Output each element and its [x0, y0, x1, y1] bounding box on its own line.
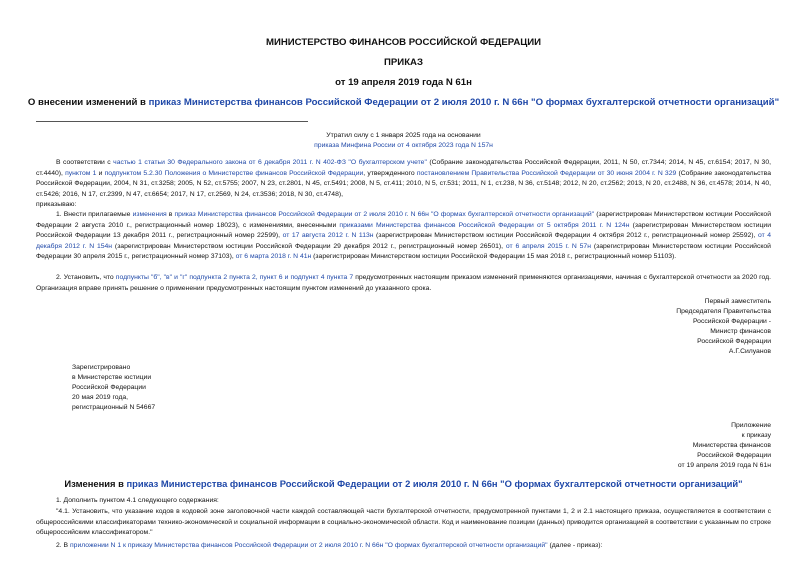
change-1-quote: "4.1. Установить, что указание кодов в кодовой зоне заголовочной части каждой составляющей части бухгалтерской отчетности, предусмотренной пунктами 1, 2 и 2.1 настоящего приказа, осуществляется в соответствии с общероссийскими классификаторами технико-экономической и социальной информации в социально-экономической области. Код и наименование позиции (данных) приводится организацией в соответствии с указанным по строке общероссийским классификатором." — [36, 508, 771, 536]
regulation-point-link[interactable]: пунктом 1 — [65, 169, 97, 177]
ministry-heading: МИНИСТЕРСТВО ФИНАНСОВ РОССИЙСКОЙ ФЕДЕРАЦИИ — [265, 37, 542, 48]
change-1-intro: 1. Дополнить пунктом 4.1 следующего содержания: — [56, 497, 219, 504]
order-57n-link[interactable]: от 6 апреля 2015 г. N 57н — [505, 242, 591, 250]
preamble-paragraph: В соответствии с частью 1 статьи 30 Федерального закона от 6 декабря 2011 г. N 402-ФЗ "О бухгалтерском учете" (Собрание законодательства Российской Федерации, 2011, N 50, ст.7344; 2014, N 45, ст.6154; 2017, N 30, ст.4440), пунктом 1 и подпунктом 5.2.30 Положения о Министерстве финансов Российской Федерации, утвержденного постановлением Правительства Российской Федерации от 30 июня 2004 г. N 329 (Собрание законодательства Российской Федерации, 2004, N 31, ст.3258; 2005, N 52, ст.5755; 2007, N 23, ст.2801, N 45, ст.5491; 2008, N 5, ст.411; 2010, N 5, ст.531; 2011, N 1, ст.238, N 36, ст.5148; 2012, N 20, ст.2562; 2013, N 20, ст.2488, N 36, ст.4578; 2014, N 40, ст.5426; 2016, N 17, ст.2399, N 47, ст.6654; 2017, N 17, ст.2569, N 24, ст.3536; 2018, N 30, ст.4748), приказываю: — [36, 159, 771, 208]
order-113n-link[interactable]: от 17 августа 2012 г. N 113н — [282, 232, 374, 239]
order-124n-link[interactable]: приказами Министерства финансов Российской Федерации от 5 октября 2011 г. N 124н — [339, 221, 630, 229]
order-41n-link[interactable]: от 6 марта 2018 г. N 41н — [235, 253, 312, 260]
appendix-1-link[interactable]: приложении N 1 к приказу Министерства финансов Российской Федерации от 2 июля 2010 г. N 66н "О формах бухгалтерской отчетности организаций" — [69, 542, 548, 549]
status-note-link[interactable]: приказа Минфина России от 4 октября 2023 года N 157н — [314, 142, 493, 149]
changes-title-link[interactable]: приказ Министерства финансов Российской Федерации от 2 июля 2010 г. N 66н "О формах бухгалтерской отчетности организаций" — [126, 478, 743, 489]
order-title: О внесении изменений в приказ Министерства финансов Российской Федерации от 2 июля 2010 г. N 66н "О формах бухгалтерской отчетности организаций" — [27, 97, 780, 108]
government-decree-link[interactable]: постановлением Правительства Российской Федерации от 30 июня 2004 г. N 329 — [416, 169, 677, 177]
changes-title: Изменения в приказ Министерства финансов Российской Федерации от 2 июля 2010 г. N 66н "О формах бухгалтерской отчетности организаций" — [64, 478, 743, 489]
separator-line — [36, 121, 308, 122]
order-heading: ПРИКАЗ — [384, 57, 423, 68]
changes-link[interactable]: изменения — [132, 211, 167, 218]
subpoints-link[interactable]: подпункты "б", "в" и "г" подпункта 2 пункта 2, пункт 6 и подпункт 4 пункта 7 — [115, 274, 354, 281]
status-note: Утратил силу с 1 января 2025 года на основании — [326, 132, 481, 139]
order-66n-link[interactable]: приказ Министерства финансов Российской Федерации от 2 июля 2010 г. N 66н "О формах бухгалтерской отчетности организаций" — [174, 211, 595, 218]
order-154n-link[interactable]: от 4 декабря 2012 г. N 154н — [36, 232, 771, 250]
regulation-subpoint-link[interactable]: подпунктом 5.2.30 Положения о Министерстве финансов Российской Федерации — [104, 169, 364, 177]
order-word: приказываю: — [36, 201, 77, 208]
document-page: МИНИСТЕРСТВО ФИНАНСОВ РОССИЙСКОЙ ФЕДЕРАЦИИ ПРИКАЗ от 19 апреля 2019 года N 61н О внесении изменений в приказ Министерства финансов Российской Федерации от 2 июля 2010 г. N 66н "О формах бухгалтерской отчетности организаций" Утратил силу с 1 января 2025 года на основании приказа Минфина России от 4 октября 2023 года N 157н В соответствии с частью 1 статьи 30 Федерального закона от 6 декабря 2011 г. N 402-ФЗ "О бухгалтерском учете" (Собрание законодательства Российской Федерации, 2011, N 50, ст.7344; 2014, N 45, ст.6154; 2017, N 30, ст.4440), пунктом 1 и подпунктом 5.2.30 Положения о Министерстве финансов Российской Федерации, утвержденного постановлением Правительства Российской Федерации от 30 июня 2004 г. N 329 (Собрание законодательства Российской Федерации, 2004, N 31, ст.3258; 2005, N 52, ст.5755; 2007, N 23, ст.2801, N 45, ст.5491; 2008, N 5, ст.411; 2010, N 5, ст.531; 2011, N 1, ст.238, N 36, ст.5148; 2012, N 20, ст.2562; 2013, N 20, ст.2488, N 36, ст.4578; 2014, N 40, ст.5426; 2016, N 17, ст.2399, N 47, ст.6654; 2017, N 17, ст.2569, N 24, ст.3536; 2018, N 30, ст.4748), приказываю: 1. Внести прилагаемые изменения в приказ Министерства финансов Российской Федерации от 2 июля 2010 г. N 66н "О формах бухгалтерской отчетности организаций" (зарегистрирован Министерством юстиции Российской Федерации 2 августа 2010 г., регистрационный номер 18023), с изменениями, внесенными приказами Министерства финансов Российской Федерации от 5 октября 2011 г. N 124н (зарегистрирован Министерством юстиции Российской Федерации 13 декабря 2011 г., регистрационный номер 22599), от 17 августа 2012 г. N 113н (зарегистрирован Министерством юстиции Российской Федерации 4 октября 2012 г., регистрационный номер 25592), от 4 декабря 2012 г. N 154н (зарегистрирован Министерством юстиции Российской Федерации 29 декабря 2012 г., регистрационный номер 26501), от 6 апреля 2015 г. N 57н (зарегистрирован Министерством юстиции Российской Федерации 30 апреля 2015 г., регистрационный номер 37103), от 6 марта 2018 г. N 41н (зарегистрирован Министерством юстиции Российской Федерации 15 мая 2018 г., регистрационный номер 51103). 2. Установить, что подпункты "б", "в" и "г" подпункта 2 пункта 2, пункт 6 и подпункт 4 пункта 7 предусмотренных настоящим приказом изменений применяются организациями, начиная с бухгалтерской отчетности за 2020 год. Организация вправе принять решение о применении предусмотренных настоящим пунктом изменений до указанного срока. Первый заместитель Председателя Правительства Российской Федерации - Министр финансов Российской Федерации А.Г.Силуанов Зарегистрировано в Министерстве юстиции Российской Федерации 20 мая 2019 года, регистрационный N 54667 Приложение к приказу Министерства финансов Российской Федерации от 19 апреля 2019 года N 61н Изменения в приказ Министерства финансов Российской Федерации от 2 июля 2010 г. N 66н "О формах бухгалтерской отчетности организаций" 1. Дополнить пунктом 4.1 следующего содержания: "4.1. Установить, что указание кодов в кодовой зоне заголовочной части каждой составляющей части бухгалтерской отчетности, предусмотренной пунктами 1, 2 и 2.1 настоящего приказа, осуществляется в соответствии с общероссийскими классификаторами технико-экономической и социальной информации в социально-экономической области. Код и наименование позиции (данных) приводится организацией в соответствии с указанным по строке общероссийским классификатором." 2. В приложении N 1 к приказу Министерства финансов Российской Федерации от 2 июля 2010 г. N 66н "О формах бухгалтерской отчетности организаций" (далее - приказ): — [0, 0, 807, 571]
title-order-link[interactable]: приказ Министерства финансов Российской Федерации от 2 июля 2010 г. N 66н "О формах бухгалтерской отчетности организаций" — [148, 97, 780, 108]
order-date-number: от 19 апреля 2019 года N 61н — [335, 77, 472, 88]
change-2-paragraph: 2. В приложении N 1 к приказу Министерства финансов Российской Федерации от 2 июля 2010 г. N 66н "О формах бухгалтерской отчетности организаций" (далее - приказ): — [56, 542, 603, 549]
item-1-paragraph: 1. Внести прилагаемые изменения в приказ Министерства финансов Российской Федерации от 2 июля 2010 г. N 66н "О формах бухгалтерской отчетности организаций" (зарегистрирован Министерством юстиции Российской Федерации 2 августа 2010 г., регистрационный номер 18023), с изменениями, внесенными приказами Министерства финансов Российской Федерации от 5 октября 2011 г. N 124н (зарегистрирован Министерством юстиции Российской Федерации 13 декабря 2011 г., регистрационный номер 22599), от 17 августа 2012 г. N 113н (зарегистрирован Министерством юстиции Российской Федерации 4 октября 2012 г., регистрационный номер 25592), от 4 декабря 2012 г. N 154н (зарегистрирован Министерством юстиции Российской Федерации 29 декабря 2012 г., регистрационный номер 26501), от 6 апреля 2015 г. N 57н (зарегистрирован Министерством юстиции Российской Федерации 30 апреля 2015 г., регистрационный номер 37103), от 6 марта 2018 г. N 41н (зарегистрирован Министерством юстиции Российской Федерации 15 мая 2018 г., регистрационный номер 51103). — [36, 211, 771, 260]
item-2-paragraph: 2. Установить, что подпункты "б", "в" и "г" подпункта 2 пункта 2, пункт 6 и подпункт 4 пункта 7 предусмотренных настоящим приказом изменений применяются организациями, начиная с бухгалтерской отчетности за 2020 год. Организация вправе принять решение о применении предусмотренных настоящим пунктом изменений до указанного срока. — [36, 274, 771, 292]
law-link[interactable]: частью 1 статьи 30 Федерального закона от 6 декабря 2011 г. N 402-ФЗ "О бухгалтерском учете" — [113, 159, 427, 166]
